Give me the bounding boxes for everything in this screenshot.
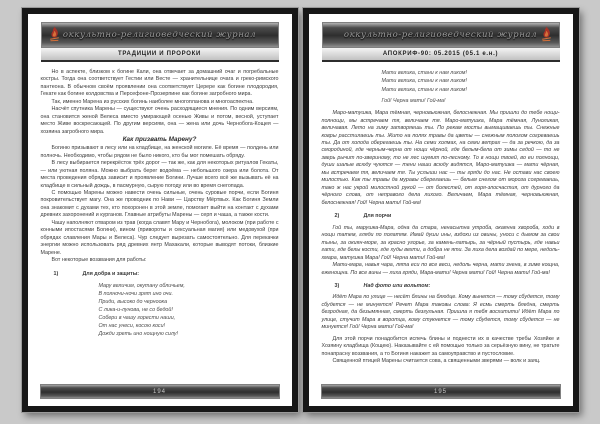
paragraph: Вот некоторые воззвания для работы: xyxy=(51,257,147,264)
verse-line: Мару величим, окутану обличьем, xyxy=(98,283,185,290)
page-left-inner xyxy=(28,14,292,406)
list-item-3 xyxy=(335,283,560,290)
list-title: Для порчи xyxy=(363,213,392,220)
page-right xyxy=(303,8,579,412)
journal-script-title: оккультно-религиоведческий журнал xyxy=(343,30,538,40)
list-item-1 xyxy=(54,271,279,278)
page-right-body xyxy=(322,69,560,366)
flame-icon xyxy=(537,25,556,44)
invocation-line: Мати велика, стани к нам ликом! xyxy=(381,70,467,76)
flame-icon xyxy=(45,25,64,44)
spell-paragraph: Мати-мара, навья чара, лята еси по все веси, недоль черна, мати знена, в зиме кощна, еженощна. По все вины — лиха гряди, Мара-мати! Черна мати! Гой! Черна мати! Гой-ма! xyxy=(321,262,560,276)
note-paragraph: Для этой порчи понадобится испечь блины и поднести их в качестве требы Хозяйке и Хозяину кладбища (Кощею). Наказывайте с ей помощью только за серьёзную вину, не тратьте понапрасну воззвания, а то Богиня накажет за самоуправство и пустословие. xyxy=(321,335,560,357)
paragraph: Богиню призывают в лесу или на кладбище, на женской могиле. Её время — полдень или полночь. Необходимо, чтобы рядом не было никого, кто бы мог помешать обряду. xyxy=(40,145,279,159)
paragraph: Так, именно Марена из русских богинь наиболее многопланова и многоаспектна. xyxy=(51,98,254,105)
paragraph: С помощью Марены можно навести очень сильные, очень суровые порчи, если Богиня покровительствует магу. Она же проводник по Нави — Царству Мёртвых. Как Богиня Земли она знакомит с духами тех, кто похоронен в этой земле, помогает выйти на контакт с духами древних захоронений и курганов. Главные атрибуты Марены — серп и чаша, а также кости. xyxy=(40,190,279,219)
section-heading: Как призвать Марену? xyxy=(122,136,197,144)
issue-banner: АПОКРИФ-90: 05.2015 (05.1 е.н.) xyxy=(322,48,560,60)
list-item-2 xyxy=(335,213,560,220)
invocation-block xyxy=(382,69,560,105)
header-rule xyxy=(41,60,279,62)
page-number: 194 xyxy=(152,388,166,395)
paragraph: Насчёт спутника Марены — существуют очень расходящиеся мнения. По одним версиям, она становится женой Велеса вместо умирающей осенью Живы и потом, весной, уступает место Живе воскресающей. По другим версиям, она — жена или дочь Чернобога-Кощея — хозяина загробного мира. xyxy=(40,106,279,135)
paragraph: Но в аспекте, близком к богине Кали, она отвечает за домашний очаг и погребальные костры. Тогда она соответствует Гестии или Весте — хранительнице очага и греко-римского пантеона. В обычном своём проявлении она соответствует Церере как богине плодородия, Гекате как богине колдовства и Персефоне-Прозерпине как богине загробного мира. xyxy=(40,69,279,98)
invocation-line: Мати велика, стани к нам ликом! xyxy=(381,78,467,85)
spell-paragraph: Идёт Мара по улице — несёт блины на блюдце. Кому вынется — тому сбудется, тому сбудется — не минуется! Речет Мара таковы слова: Я есмь смерть бледна, смерть безродная, да безымянная, смерть безгульная. Пришла я тебя восхитити! Идёт Мара по улице, стучит Мара в воротца, кому стукнется — тому сбудется, тому сбудется — не минуется! Гой! Черна мати! Гой-ма! xyxy=(321,294,560,331)
note-paragraph: Священной птицей Марены считается сова, а священными зверями — волк и заяц. xyxy=(332,358,541,365)
section-banner: ТРАДИЦИИ И ПРОРОКИ xyxy=(41,48,279,60)
list-number: 1) xyxy=(53,270,59,277)
invocation-line: Гой! Черна мати! Гой-ма! xyxy=(381,97,446,104)
invocation-line: Мати велика, стани к нам ликом! xyxy=(381,86,467,93)
footer-bar-left xyxy=(40,384,280,399)
list-title: Над фото или вольтом: xyxy=(363,282,431,289)
verse-block xyxy=(99,282,279,338)
verse-line: От нас унеси, косою коси! xyxy=(98,323,166,330)
page-right-inner xyxy=(309,14,573,406)
journal-script-title: оккультно-религиоведческий журнал xyxy=(62,30,257,40)
verse-line: В полночи-ночи зрят ино очи. xyxy=(98,291,173,298)
page-left xyxy=(22,8,298,412)
list-number: 3) xyxy=(334,282,340,289)
footer-bar-right xyxy=(321,384,561,399)
verse-line: Приди, высоко до черноока xyxy=(98,299,168,306)
page-left-body xyxy=(41,69,279,338)
paragraph: Чашу наполняют отваром из трав (когда славят Мару и Чернобога), молоком (при работе с конными ипостасями Богини), вином (привороты и сексуальная магия) или медовухой (при обрядах славления Мары и Велеса). Чур следует вырезать самостоятельно. Для перекачки энергии можно использовать ряд древних янтр Махакали, которые выводят потоки, близкие Марене. xyxy=(40,219,279,256)
list-number: 2) xyxy=(334,213,340,220)
list-title: Для добра и защиты: xyxy=(82,270,140,277)
page-number: 195 xyxy=(433,388,447,395)
header-bar-right xyxy=(322,22,560,48)
spell-paragraph: Гой ты, марушка-Мара, одна да стара, ненасытна утроба, окаянна хвороба, ходи в нощи татем, гляди по полатям. Имай души ины, вздохи из овины, уноси с дымом за свои тыны, за окиян-море, за красно угорье, за камень-латырь, за чёрный пустырь, где навьи гати, где белы кости, где худы вехти, а добра не яти. За лиха дела воздай по мере, недоль-хмара, матушка Мара! Гой! Черна мати! Гой-ма! xyxy=(321,224,560,261)
header-rule xyxy=(322,60,560,62)
verse-line: С лика-и-лунова, не со бедой! xyxy=(98,307,173,314)
header-bar-left xyxy=(41,22,279,48)
verse-line: Дожди зреть ино нощную силу! xyxy=(98,331,179,338)
hymn-paragraph: Маро-матушка, Мара тёмная, черновьюжная, белоснежная. Мы пришли до тебе нощи-полнощи, мы встречаем тя, величаем тя. Маро-матушка, Мара тёмная, Луноликая, величавая. Лето на зиму затворяешь ты. По рекам мосты вымащиваешь ты. Снежные ковры расстилаешь ты. Жито на полях травы да цветы — снежным пологом согреваешь ты. Да от холода оберегаешь ты. На семи холмах, на семи ветрах — да за речкою, да за смородиной, где черным-черна от нощи чёрной, где белым-бела от зимы седой — то не зверь рычит по-звериному, то не лес шумит по-лесному. То в нощи твоей, во еи полнощи, души шалые всюду чуются — тени наши всюду видятся, Маро-матушка — мати чёрная, мы встречаем тя, величаем тя. Ты услыши нас — ты гряди до нас. Не остави нас своею милостью. Как ты травы да муравы сберегаешь — белым снегом от мороза согреваешь, тако ж нас укрой милостной рукой — от болестей, от горя-злосчастия, от дурного да чёрного слова, от неправого дела лихого. Величаем, Мара тёмная, черновьюжная, белоснежная! Гой! Черна мати! Гой-ма! xyxy=(321,110,560,206)
paragraph: В лесу выбирается перекрёсток трёх дорог — так же, как для некоторых ритуалов Гекаты, — или уютная поляна. Можно выбрать берег водоёма — небольшого озера или болота. От места проведения обряда зависит и проявление Богини. Лучше всего всё же вызывать её на кладбище в сильный дождь, в пасмурную, сырую погоду или во время снегопада. xyxy=(40,160,279,189)
verse-line: Собери в чашу горести наши, xyxy=(98,315,176,322)
